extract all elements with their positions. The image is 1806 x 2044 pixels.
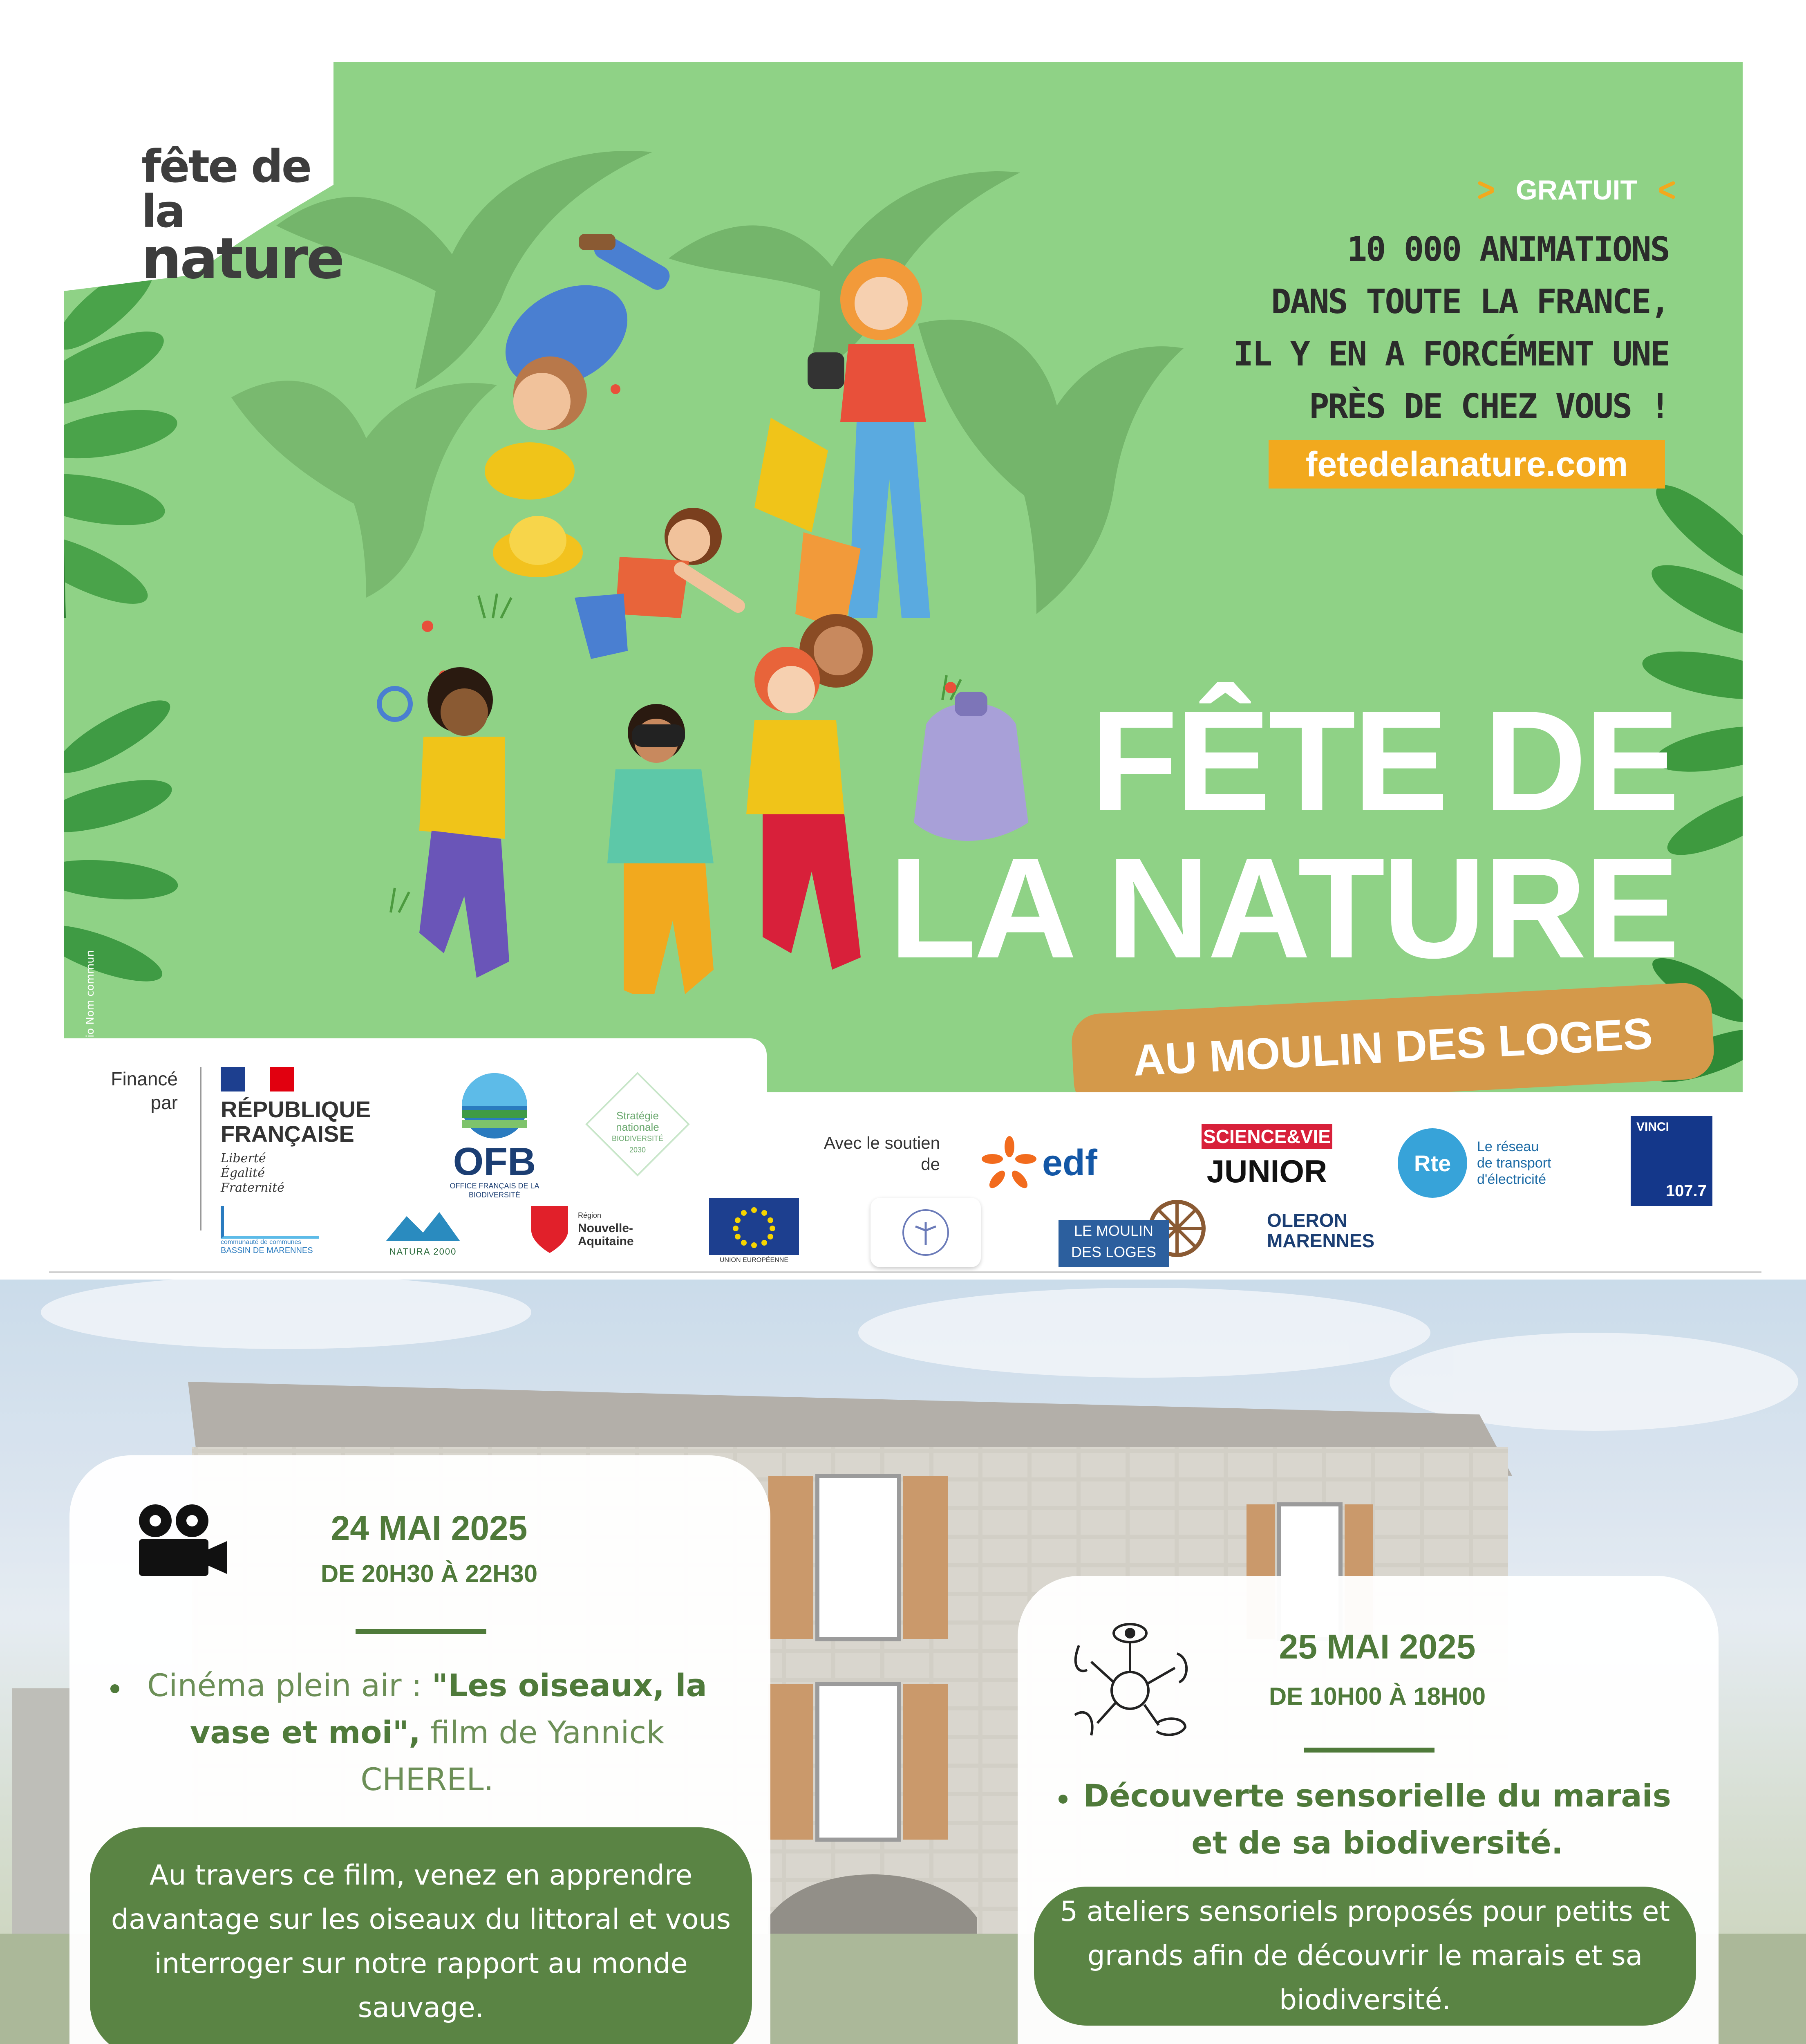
edf-flower-icon [981,1134,1038,1192]
palm-seal-icon [871,1198,981,1267]
tagline-line: PRÈS DE CHEZ VOUS ! [1309,387,1669,426]
event-time: DE 20H30 À 22H30 [320,1560,538,1587]
bassin-marennes-logo: communauté de communes BASSIN DE MARENNES [221,1206,319,1255]
tagline-line: DANS TOUTE LA FRANCE, [1271,282,1669,321]
support-label: Avec le soutien de [824,1133,940,1174]
natura-wave-icon [382,1208,464,1245]
republique-line1: RÉPUBLIQUE [221,1096,371,1122]
illustration-credit: © Studio Nom commun [84,950,96,1076]
section-divider [49,1271,1761,1273]
logo-line2: nature [141,226,343,291]
tagline-line: IL Y EN A FORCÉMENT UNE [1233,335,1669,374]
event-title [778,681,1677,988]
ofb-emblem-icon [454,1071,535,1141]
tagline-line: 10 000 ANIMATIONS [1347,230,1669,269]
poster-banner [64,62,1743,1092]
bullet-dot [110,1684,119,1693]
science-vie-junior-logo: SCIENCE&VIE JUNIOR [1202,1124,1332,1190]
gratuit-badge [1476,172,1677,208]
edf-name: edf [1042,1142,1097,1183]
event-date: 24 MAI 2025 [331,1509,528,1547]
leaf-decoration-icon [64,258,260,626]
strategie-biodiversite-logo: Stratégie nationale BIODIVERSITÉ 2030 [584,1071,691,1177]
financed-by-label: Financé par [111,1068,178,1113]
location-badge: AU MOULIN DES LOGES [1070,982,1715,1092]
marianne-flag-icon [221,1067,294,1091]
vinci-radio-logo: VINCI 107.7 [1631,1116,1712,1206]
gratuit-label: GRATUIT [1515,175,1637,206]
film-camera-icon [131,1500,229,1582]
municipal-seal-logo [871,1198,981,1267]
oleron-marennes-logo: OLERON MARENNES [1267,1210,1375,1251]
nouvelle-aquitaine-logo: Région Nouvelle- Aquitaine [527,1202,650,1255]
sparkle-icon [1476,180,1508,200]
date-underline [356,1629,486,1634]
republique-motto: Liberté Égalité Fraternité [221,1151,284,1195]
ofb-name: OFB [453,1140,536,1183]
event-time: DE 10H00 À 18H00 [1269,1683,1486,1710]
event-date: 25 MAI 2025 [1279,1627,1476,1666]
ofb-logo [433,1071,556,1199]
logo-line1: fête de la [141,140,311,238]
workshops-pill: 5 ateliers sensoriels proposés pour petits et grands afin de découvrir le marais et sa biodiversité. [1034,1887,1696,2026]
fete-nature-logo [141,140,343,291]
title-line1: FÊTE DE [1090,681,1677,841]
film-details-pill: Au travers ce film, venez en apprendre davantage sur les oiseaux du littoral et vous interroger sur notre rapport au monde sauvage. [90,1827,752,2044]
rte-logo: Rte Le réseau de transport d'électricité [1398,1132,1569,1194]
edf-logo [981,1132,1144,1194]
republique-line2: FRANÇAISE [221,1121,354,1147]
date-underline [1304,1748,1435,1753]
event-card-may-24 [69,1455,770,2044]
sparkle-icon [1645,180,1677,200]
tagline [1179,224,1669,433]
republique-francaise-logo [221,1067,392,1195]
event-card-may-25 [1018,1576,1719,2044]
title-line2: LA NATURE [888,828,1677,988]
film-description: Cinéma plein air : "Les oiseaux, la vase et moi", film de Yannick CHEREL. [147,1667,707,1797]
region-shield-icon [527,1202,572,1255]
union-europeenne-logo: UNION EUROPÉENNE [709,1198,799,1264]
sensory-discovery: Découverte sensorielle du marais et de sa biodiversité. [1083,1777,1671,1861]
bullet-dot [1059,1795,1067,1804]
eu-stars-icon [709,1198,799,1255]
ofb-sub: OFFICE FRANÇAIS DE LA BIODIVERSITÉ [450,1182,539,1199]
rte-badge: Rte [1398,1128,1467,1198]
moulin-des-loges-logo: LE MOULIN DES LOGES [1059,1198,1218,1271]
natura-2000-logo: NATURA 2000 [382,1208,464,1257]
divider [200,1067,201,1230]
website-link[interactable]: fetedelanature.com [1269,440,1665,489]
